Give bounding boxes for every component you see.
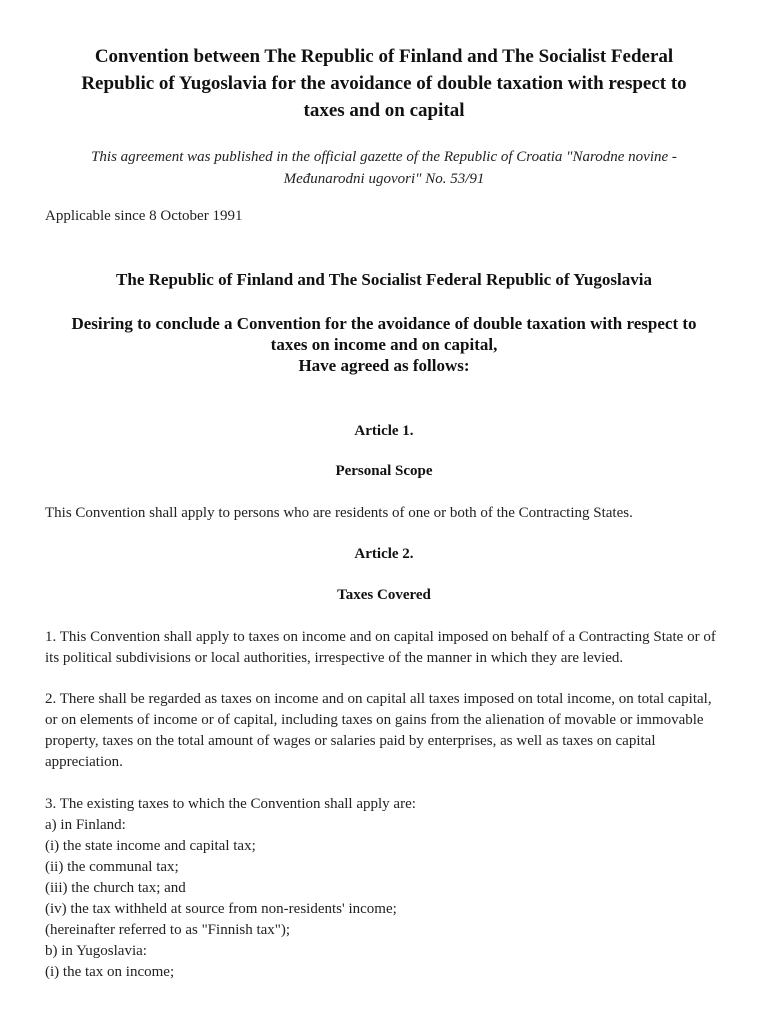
paragraph-line: (i) the state income and capital tax; <box>45 838 256 854</box>
article-2-paragraph-3 <box>45 794 735 983</box>
paragraph-line: a) in Finland: <box>45 817 126 833</box>
paragraph-line: (i) the tax on income; <box>45 964 175 980</box>
paragraph-line: 2. There shall be regarded as taxes on income and on capital all taxes imposed on total income, on total capital, <box>45 691 712 707</box>
article-2-number: Article 2. <box>354 546 414 562</box>
article-1-text: This Convention shall apply to persons who are residents of one or both of the Contracting States. <box>45 505 633 521</box>
preamble-line: Desiring to conclude a Convention for the avoidance of double taxation with respect to <box>71 314 697 333</box>
title-line: Republic of Yugoslavia for the avoidance of double taxation with respect to <box>81 73 687 94</box>
paragraph-line: (iii) the church tax; and <box>45 880 186 896</box>
paragraph-line: its political subdivisions or local authorities, irrespective of the manner in which they are levied. <box>45 650 624 666</box>
paragraph-line: 1. This Convention shall apply to taxes on income and on capital imposed on behalf of a Contracting State or of <box>45 629 716 645</box>
parties-heading: The Republic of Finland and The Socialist Federal Republic of Yugoslavia <box>116 270 652 289</box>
applicable-since: Applicable since 8 October 1991 <box>45 208 243 224</box>
title-line: taxes and on capital <box>303 100 465 121</box>
article-1-number: Article 1. <box>354 423 414 439</box>
article-2-paragraph-1 <box>45 627 735 669</box>
note-line: Međunarodni ugovori" No. 53/91 <box>283 171 485 187</box>
paragraph-line: (hereinafter referred to as "Finnish tax"); <box>45 922 291 938</box>
preamble-heading <box>30 313 738 376</box>
article-2-heading: Taxes Covered <box>337 587 431 603</box>
publication-note <box>40 146 728 190</box>
paragraph-line: (ii) the communal tax; <box>45 859 179 875</box>
title-line: Convention between The Republic of Finland and The Socialist Federal <box>94 46 674 67</box>
document-title <box>40 43 728 124</box>
note-line: This agreement was published in the official gazette of the Republic of Croatia "Narodne novine - <box>91 149 677 165</box>
article-2-paragraph-2 <box>45 689 735 773</box>
paragraph-line: (iv) the tax withheld at source from non-residents' income; <box>45 901 397 917</box>
paragraph-line: appreciation. <box>45 754 123 770</box>
article-1-heading: Personal Scope <box>335 463 433 479</box>
paragraph-line: or on elements of income or of capital, including taxes on gains from the alienation of movable or immovable <box>45 712 704 728</box>
preamble-line: Have agreed as follows: <box>298 356 470 375</box>
preamble-line: taxes on income and on capital, <box>270 335 498 354</box>
paragraph-line: property, taxes on the total amount of wages or salaries paid by enterprises, as well as taxes on capital <box>45 733 656 749</box>
paragraph-line: b) in Yugoslavia: <box>45 943 147 959</box>
paragraph-line: 3. The existing taxes to which the Convention shall apply are: <box>45 796 416 812</box>
